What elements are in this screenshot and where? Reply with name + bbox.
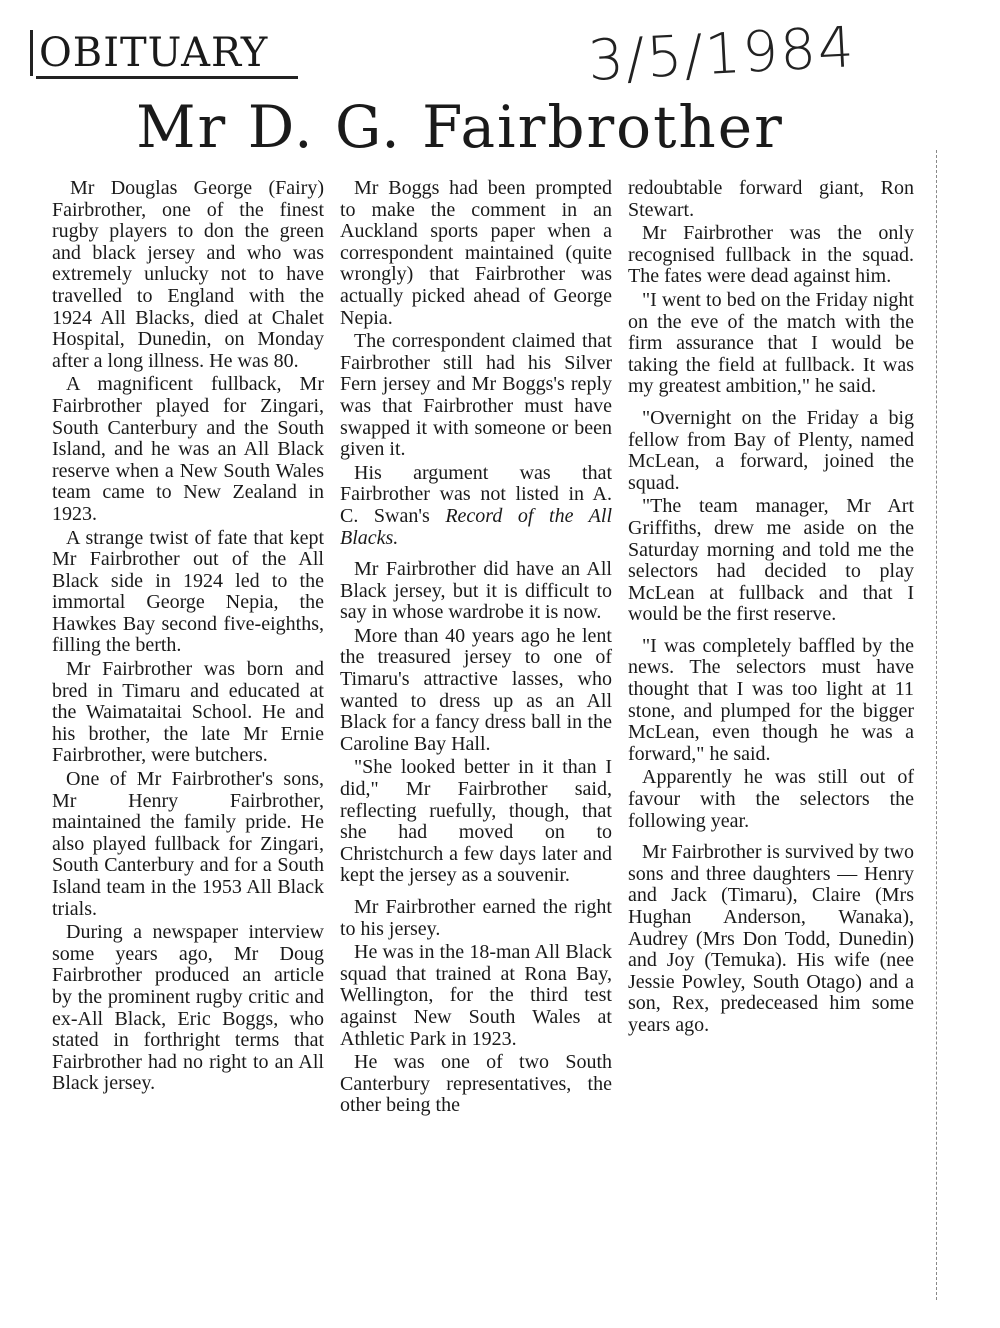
paragraph: Apparently he was still out of favour with the selectors the following year. [628, 766, 914, 832]
paragraph: Mr Fairbrother earned the right to his jersey. [340, 896, 612, 940]
handwritten-date: 3/5/1984 [586, 15, 858, 94]
paragraph: One of Mr Fairbrother's sons, Mr Henry Fairbrother, maintained the family pride. He also played fullback for Zingari, South Canterbury and for a South Island team in the 1953 All Black trials. [52, 768, 324, 920]
paragraph: During a newspaper interview some years ago, Mr Doug Fairbrother produced an article by the prominent rugby critic and ex-All Black, Eric Boggs, who stated in forthright terms that Fairbrother had no right to an All Black jersey. [52, 921, 324, 1095]
book-title: Record of the All Blacks. [340, 504, 613, 549]
paragraph: "I was completely baffled by the news. The selectors must have thought that I was too light at 11 stone, and plumped for the bigger McLean, even though he was a forward," he said. [628, 634, 914, 765]
section-label: OBITUARY [30, 30, 268, 76]
paragraph: Mr Fairbrother did have an All Black jersey, but it is difficult to say in whose wardrobe it is now. [340, 558, 612, 624]
paragraph: Mr Fairbrother is survived by two sons and three daughters — Henry and Jack (Timaru), Claire (Mrs Hughan Anderson, Wanaka), Audrey (Mrs Don Todd, Dunedin) and Joy (Temuka). His wife (nee Jessie Powley, South Otago) and a son, Rex, predeceased him some years ago. [628, 841, 914, 1036]
paragraph: A strange twist of fate that kept Mr Fairbrother out of the All Black side in 1924 led to the immortal George Nepia, the Hawkes Bay second five-eighths, filling the berth. [52, 526, 324, 657]
paragraph: "She looked better in it than I did," Mr Fairbrother said, reflecting ruefully, though, that she had moved on to Christchurch a few days later and kept the jersey as a souvenir. [340, 756, 612, 887]
paragraph: "Overnight on the Friday a big fellow from Bay of Plenty, named McLean, a forward, joined the squad. [628, 406, 914, 494]
headline: Mr D. G. Fairbrother [136, 93, 784, 161]
article-column-3 [628, 178, 914, 1039]
paragraph: Mr Douglas George (Fairy) Fairbrother, one of the finest rugby players to don the green and black jersey and who was extremely unlucky not to have travelled to England with the 1924 All Blacks, died at Chalet Hospital, Dunedin, on Monday after a long illness. He was 80. [52, 177, 324, 372]
paragraph: He was in the 18-man All Black squad that trained at Rona Bay, Wellington, for the third test against New South Wales at Athletic Park in 1923. [340, 941, 612, 1050]
section-underline [36, 76, 298, 79]
paragraph [340, 463, 612, 549]
paragraph-text: His argument was that Fairbrother was not listed in A. C. Swan's [340, 461, 612, 527]
paragraph: More than 40 years ago he lent the treasured jersey to one of Timaru's attractive lasses, who wanted to dress up as an All Black for a fancy dress ball in the Caroline Bay Hall. [340, 624, 612, 755]
paragraph: Mr Boggs had been prompted to make the comment in an Auckland sports paper when a correspondent maintained (quite wrongly) that Fairbrother was actually picked ahead of George Nepia. [340, 177, 612, 329]
paragraph: redoubtable forward giant, Ron Stewart. [628, 177, 914, 221]
paragraph: Mr Fairbrother was the only recognised fullback in the squad. The fates were dead against him. [628, 222, 914, 288]
paragraph: Mr Fairbrother was born and bred in Timaru and educated at the Waimataitai School. He and his brother, the late Mr Ernie Fairbrother, were butchers. [52, 658, 324, 767]
paragraph: "The team manager, Mr Art Griffiths, drew me aside on the Saturday morning and told me the selectors had decided to play McLean at fullback and that I would be the first reserve. [628, 495, 914, 626]
article-column-2 [340, 178, 612, 1119]
paragraph: A magnificent fullback, Mr Fairbrother played for Zingari, South Canterbury and the South Island, and he was an All Black reserve when a New South Wales team came to New Zealand in 1923. [52, 373, 324, 525]
paragraph: The correspondent claimed that Fairbrother still had his Silver Fern jersey and Mr Boggs's reply was that Fairbrother must have swapped it with someone or been given it. [340, 330, 612, 461]
paragraph: He was one of two South Canterbury representatives, the other being the [340, 1051, 612, 1117]
column-divider [936, 150, 937, 1300]
article-column-1 [52, 178, 324, 1097]
paragraph: "I went to bed on the Friday night on the eve of the match with the firm assurance that I would be taking the field at fullback. It was my greatest ambition," he said. [628, 288, 914, 398]
